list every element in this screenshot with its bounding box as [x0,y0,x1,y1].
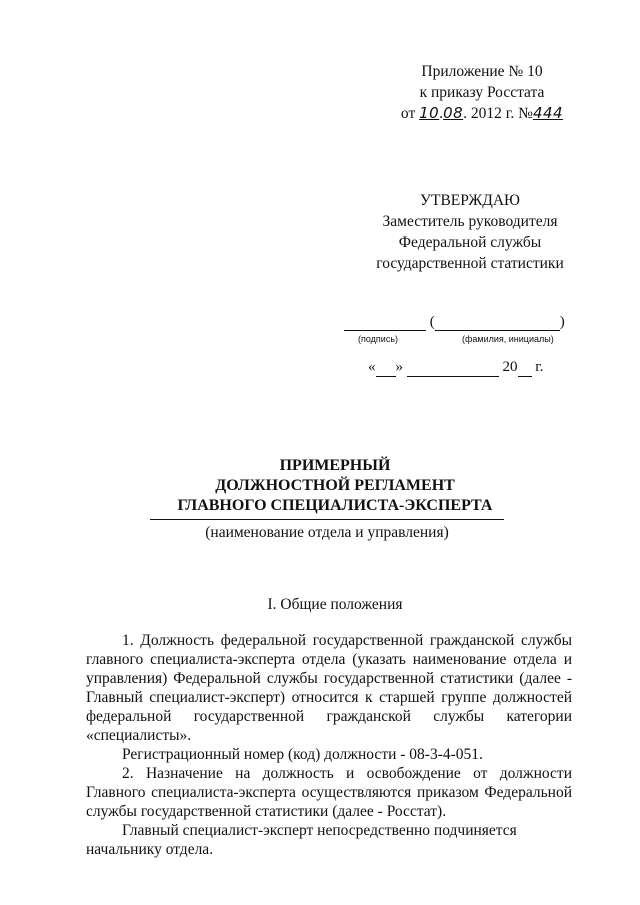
name-paren-close: ) [559,314,565,330]
order-day: 10 [419,104,440,122]
approver-position-line1: Заместитель руководителя [382,213,558,230]
title-line3: ГЛАВНОГО СПЕЦИАЛИСТА-ЭКСПЕРТА [177,497,493,514]
approver-position-line3: государственной статистики [376,255,564,272]
approval-heading: УТВЕРЖДАЮ [420,192,520,209]
appendix-number: Приложение № 10 [421,63,543,80]
order-num-label: № [518,105,533,122]
signature-caption: (подпись) [358,334,399,344]
section-heading: I. Общие положения [267,596,403,613]
order-prefix: от [400,105,416,122]
approval-date-line [344,358,574,377]
department-caption: (наименование отдела и управления) [205,524,449,541]
signature-line [344,313,574,331]
day-blank [376,376,396,377]
paragraph-3-line2: начальнику отдела. [86,841,214,858]
order-month: 08 [443,104,464,122]
paragraph-2: 2. Назначение на должность и освобождение от должности Главного специалиста-эксперта осуществляются приказом Федеральной службы государственной статистики (далее - Росстат). [86,765,572,820]
name-blank [435,330,560,331]
approval-block [350,190,590,274]
paragraph-3-line1: Главный специалист-эксперт непосредственно подчиняется [122,822,517,839]
date-year-prefix: 20 [502,359,518,375]
order-year: . 2012 г. [463,105,515,122]
signature-block [344,313,574,377]
name-caption: (фамилия, инициалы) [462,334,554,344]
paragraph-1: 1. Должность федеральной государственной гражданской службы главного специалиста-эксперта отдела (указать наименование отдела и управления) Федеральной службы государственной статистики (далее - Главный специалист-эксперт) относится к старшей группе должностей федеральной государственной гражданской службы категории «специалисты». [86,632,572,744]
date-year-suffix: г. [535,359,544,375]
appendix-order-date [372,103,592,124]
order-sep: . [439,105,444,122]
body-text [86,631,572,859]
department-rule [150,519,504,520]
order-number: 444 [532,104,564,122]
approver-position-line2: Федеральной службы [398,234,542,251]
signature-captions [344,334,574,345]
month-blank [407,376,499,377]
document-title [100,456,570,516]
date-quote-close: » [395,359,403,375]
title-line1: ПРИМЕРНЫЙ [279,457,391,474]
appendix-order-ref: к приказу Росстата [419,84,545,101]
name-paren-open: ( [429,314,435,330]
date-quote-open: « [368,359,376,375]
title-line2: ДОЛЖНОСТНОЙ РЕГЛАМЕНТ [215,477,455,494]
appendix-block [372,61,592,124]
signature-blank [344,330,426,331]
year-blank [518,376,532,377]
paragraph-registration-code: Регистрационный номер (код) должности - 08-3-4-051. [122,746,483,763]
